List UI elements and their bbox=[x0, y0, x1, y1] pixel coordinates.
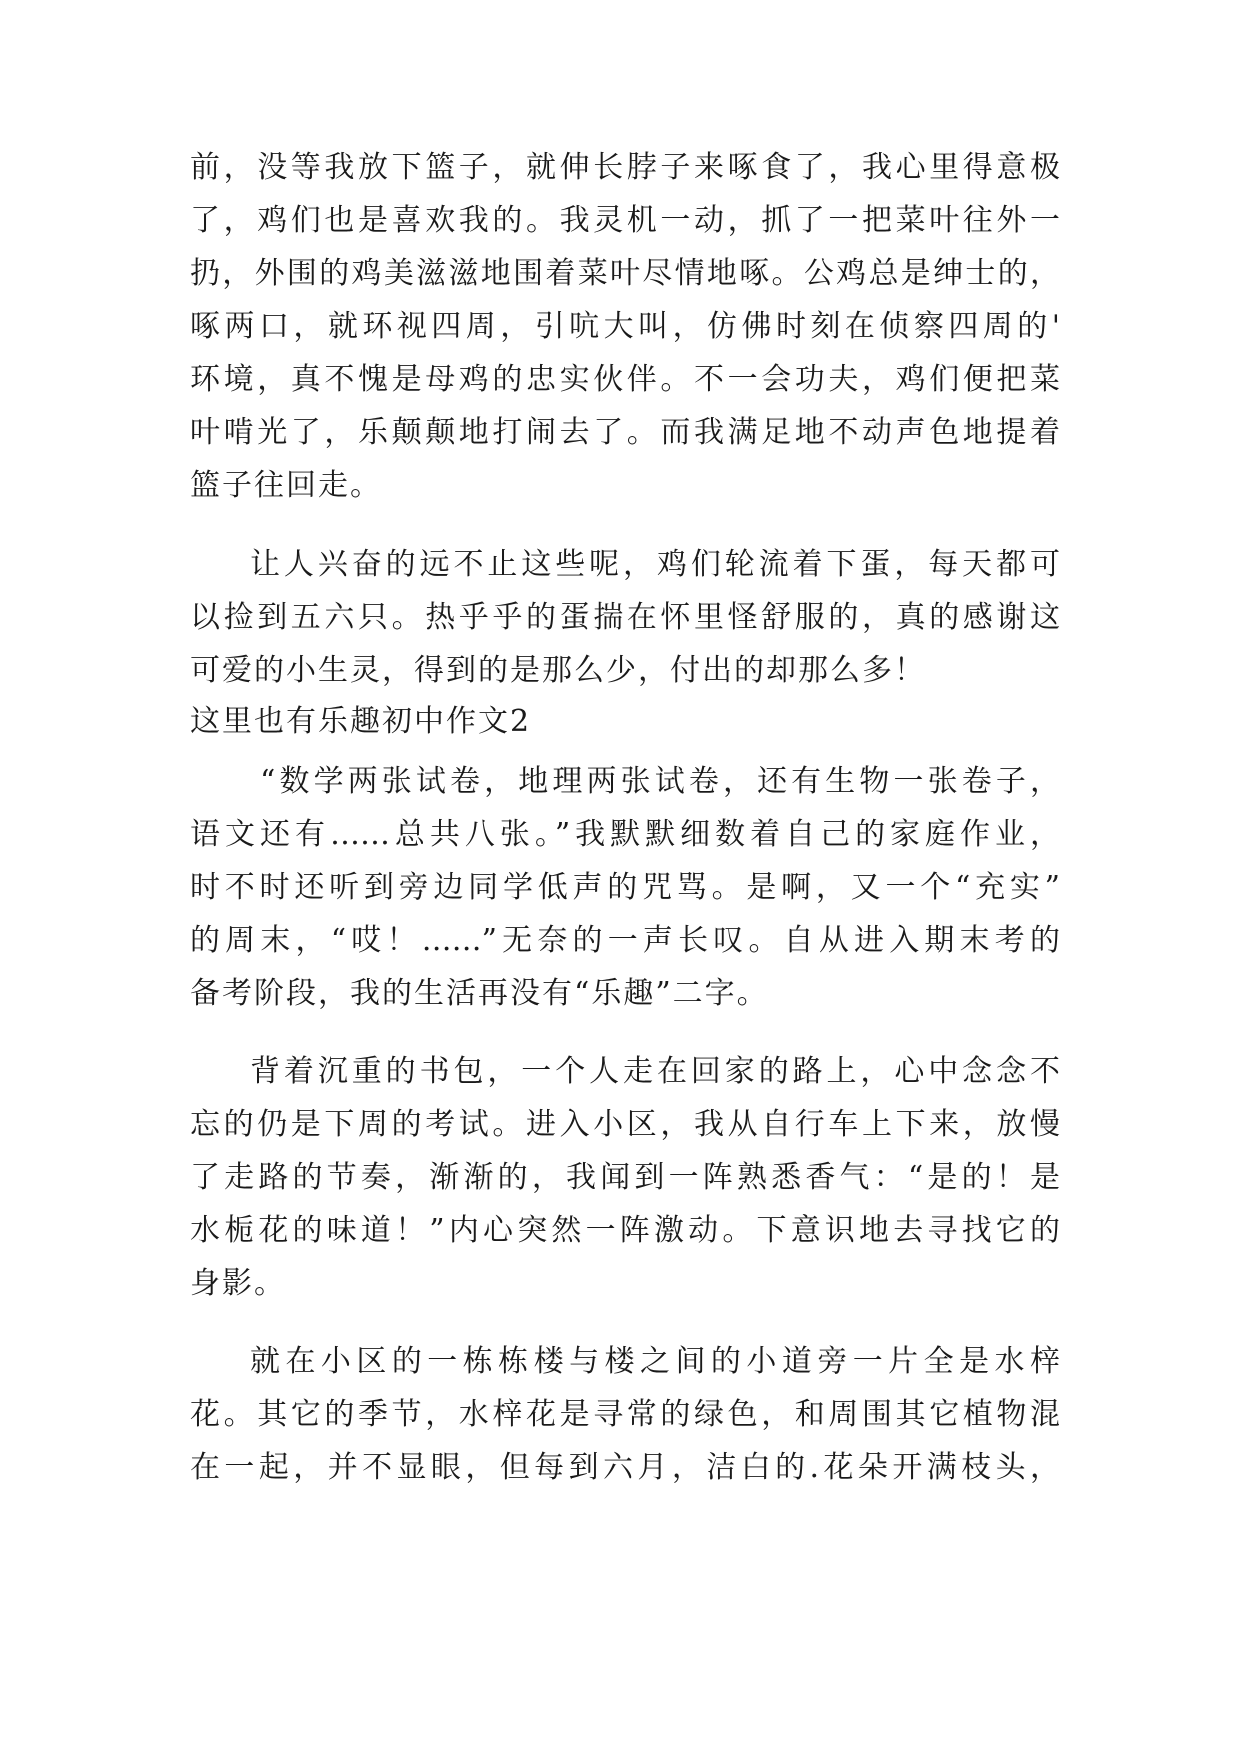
text-line: 语文还有……总共八张。”我默默细数着自己的家庭作业， bbox=[190, 817, 1060, 852]
text-line: 可爱的小生灵，得到的是那么少，付出的却那么多！ bbox=[190, 653, 926, 688]
text-line: 了走路的节奏，渐渐的，我闻到一阵熟悉香气：“是的！是 bbox=[190, 1160, 1060, 1195]
text-line: 在一起，并不显眼，但每到六月，洁白的.花朵开满枝头， bbox=[190, 1450, 1060, 1485]
text-line: 花。其它的季节，水梓花是寻常的绿色，和周围其它植物混 bbox=[190, 1397, 1060, 1432]
text-line: 了，鸡们也是喜欢我的。我灵机一动，抓了一把菜叶往外一 bbox=[190, 203, 1060, 238]
text-line: 叶啃光了，乐颠颠地打闹去了。而我满足地不动声色地提着 bbox=[190, 415, 1060, 450]
text-line: 身影。 bbox=[190, 1266, 286, 1301]
text-line: 就在小区的一栋栋楼与楼之间的小道旁一片全是水梓 bbox=[250, 1344, 1060, 1379]
text-line: 让人兴奋的远不止这些呢，鸡们轮流着下蛋，每天都可 bbox=[250, 547, 1060, 582]
text-line: 啄两口，就环视四周，引吭大叫，仿佛时刻在侦察四周的' bbox=[190, 309, 1060, 344]
section-heading: 这里也有乐趣初中作文2 bbox=[190, 704, 532, 739]
text-line: 以捡到五六只。热乎乎的蛋揣在怀里怪舒服的，真的感谢这 bbox=[190, 600, 1060, 635]
text-line: 背着沉重的书包，一个人走在回家的路上，心中念念不 bbox=[250, 1054, 1060, 1089]
text-line: 篮子往回走。 bbox=[190, 468, 382, 503]
text-line: “数学两张试卷，地理两张试卷，还有生物一张卷子， bbox=[260, 764, 1060, 799]
text-line: 时不时还听到旁边同学低声的咒骂。是啊，又一个“充实” bbox=[190, 870, 1060, 905]
text-line: 备考阶段，我的生活再没有“乐趣”二字。 bbox=[190, 976, 769, 1011]
text-line: 忘的仍是下周的考试。进入小区，我从自行车上下来，放慢 bbox=[190, 1107, 1060, 1142]
text-line: 前，没等我放下篮子，就伸长脖子来啄食了，我心里得意极 bbox=[190, 150, 1060, 185]
text-line: 扔，外围的鸡美滋滋地围着菜叶尽情地啄。公鸡总是绅士的， bbox=[190, 256, 1060, 291]
text-line: 水栀花的味道！”内心突然一阵激动。下意识地去寻找它的 bbox=[190, 1213, 1060, 1248]
text-line: 环境，真不愧是母鸡的忠实伙伴。不一会功夫，鸡们便把菜 bbox=[190, 362, 1060, 397]
text-line: 的周末，“哎！……”无奈的一声长叹。自从进入期末考的 bbox=[190, 923, 1060, 958]
